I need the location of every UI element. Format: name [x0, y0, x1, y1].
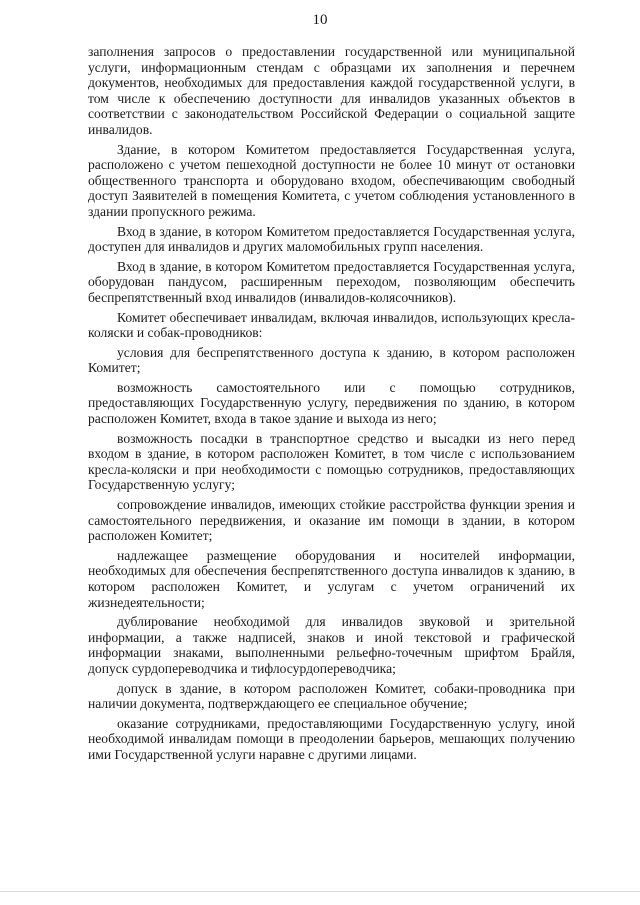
paragraph-entrance-ramp: Вход в здание, в котором Комитетом предоставляется Государственная услуга, оборудован пандусом, расширенным переходом, позволяющим обеспечить беспрепятственный вход инвалидов (инвалидов-колясочников).	[88, 258, 575, 305]
document-body	[88, 44, 575, 767]
paragraph-entrance-accessible: Вход в здание, в котором Комитетом предоставляется Государственная услуга, доступен для инвалидов и других маломобильных групп населения.	[88, 223, 575, 255]
list-item-assistance: оказание сотрудниками, предоставляющими Государственную услугу, иной необходимой инвалидам помощи в преодолении барьеров, мешающих получению ими Государственной услуги наравне с другими лицами.	[88, 715, 575, 762]
page-number: 10	[312, 12, 328, 28]
paragraph-building-location: Здание, в котором Комитетом предоставляется Государственная услуга, расположено с учетом пешеходной доступности не более 10 минут от остановки общественного транспорта и оборудовано входом, обеспечивающим свободный доступ Заявителей в помещения Комитета, с учетом соблюдения установленного в здании пропускного режима.	[88, 141, 575, 219]
list-item-transport: возможность посадки в транспортное средство и высадки из него перед входом в здание, в котором расположен Комитет, в том числе с использованием кресла-коляски и при необходимости с помощью сотрудников, предоставляющих Государственную услугу;	[88, 430, 575, 493]
list-item-braille: дублирование необходимой для инвалидов звуковой и зрительной информации, а также надписей, знаков и иной текстовой и графической информации знаками, выполненными рельефно-точечным шрифтом Брайля, допуск сурдопереводчика и тифлосурдопереводчика;	[88, 614, 575, 676]
list-item-escort: сопровождение инвалидов, имеющих стойкие расстройства функции зрения и самостоятельного передвижения, и оказание им помощи в здании, в котором расположен Комитет;	[88, 497, 575, 544]
list-item-equipment: надлежащее размещение оборудования и носителей информации, необходимых для обеспечения беспрепятственного доступа инвалидов к зданию, в котором расположен Комитет, и услугам с учетом ограничений их жизнедеятельности;	[88, 547, 575, 610]
bottom-divider	[0, 891, 640, 892]
list-item-movement: возможность самостоятельного или с помощью сотрудников, предоставляющих Государственную услугу, передвижения по зданию, в котором расположен Комитет, входа в такое здание и выхода из него;	[88, 379, 575, 427]
paragraph-continuation: заполнения запросов о предоставлении государственной или муниципальной услуги, информационным стендам с образцами их заполнения и перечнем документов, необходимых для предоставления каждой государственной услуги, в том числе к обеспечению доступности для инвалидов указанных объектов в соответствии с законодательством Российской Федерации о социальной защите инвалидов.	[88, 44, 575, 137]
list-item-guide-dog: допуск в здание, в котором расположен Комитет, собаки-проводника при наличии документа, подтверждающего ее специальное обучение;	[88, 680, 575, 712]
paragraph-committee-provides: Комитет обеспечивает инвалидам, включая инвалидов, использующих кресла-коляски и собак-проводников:	[88, 309, 575, 341]
list-item-access-conditions: условия для беспрепятственного доступа к зданию, в котором расположен Комитет;	[88, 344, 575, 376]
